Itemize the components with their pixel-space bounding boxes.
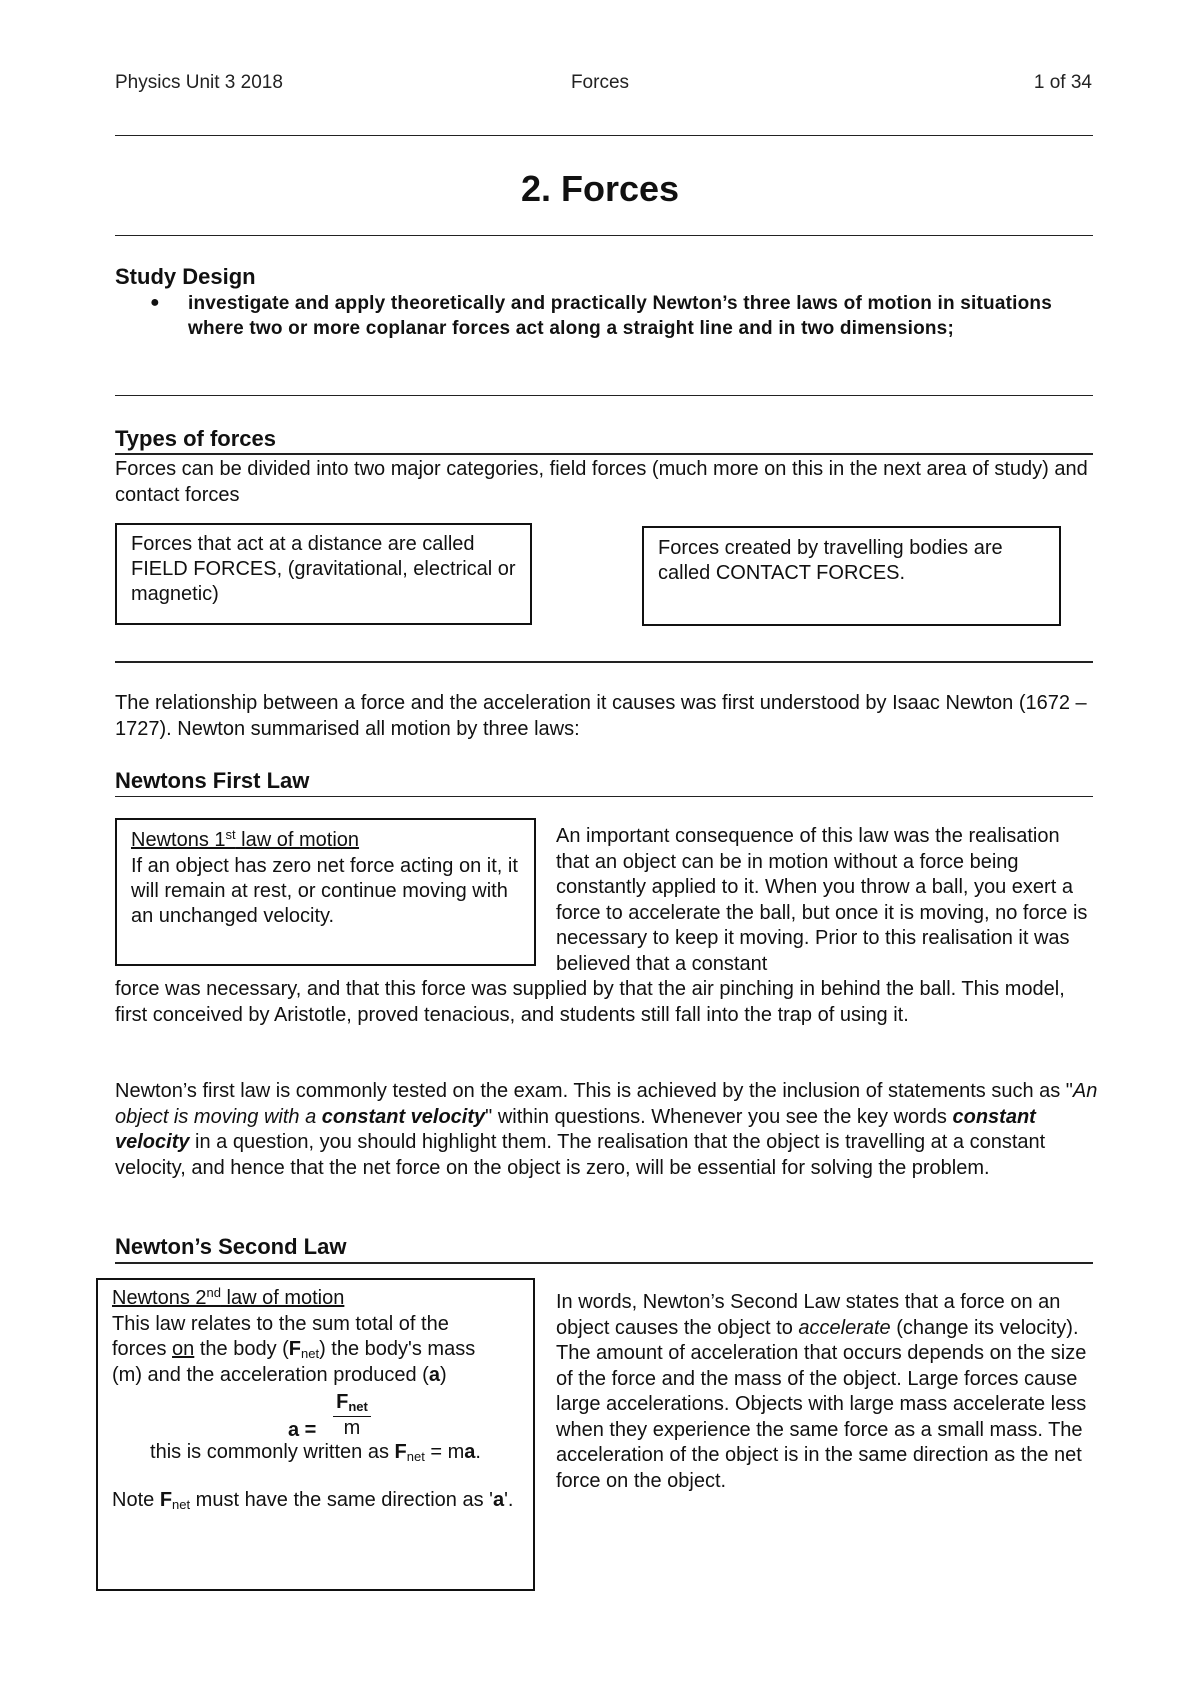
page-number: 1 of 34 [1033, 72, 1092, 93]
common-form: this is commonly written as Fnet = ma. [150, 1441, 481, 1464]
divider [115, 135, 1093, 136]
header-left: Physics Unit 3 2018 [115, 72, 283, 93]
heading-underline [115, 1262, 1093, 1264]
divider [115, 661, 1093, 663]
first-law-box [115, 818, 536, 966]
first-law-box-title: Newtons 1st law of motion [131, 827, 360, 851]
divider [115, 395, 1093, 396]
second-law-line-3: (m) and the acceleration produced (a) [112, 1364, 447, 1386]
second-law-box [96, 1278, 535, 1591]
first-law-statement: If an object has zero net force acting on it, it will remain at rest, or continue moving with an unchanged velocity. [131, 855, 518, 927]
types-heading: Types of forces [115, 426, 276, 451]
types-intro: Forces can be divided into two major categories, field forces (much more on this in the next area of study) and contact forces [115, 458, 1088, 506]
direction-note: Note Fnet must have the same direction as 'a'. [112, 1489, 514, 1512]
second-law-heading: Newton’s Second Law [115, 1234, 347, 1259]
first-law-heading: Newtons First Law [115, 768, 310, 793]
exam-paragraph: Newton’s first law is commonly tested on the exam. This is achieved by the inclusion of statements such as "An object is moving with a constant velocity" within questions. Whenever you see the key words constant velocity in a question, you should highlight them. The realisation that the object is travelling at a constant velocity, and hence that the net force on the object is zero, will be essential for solving the problem. [115, 1080, 1098, 1179]
second-law-side-text: In words, Newton’s Second Law states that a force on an object causes the object to accelerate (change its velocity). The amount of acceleration that occurs depends on the size of the force and the mass of the object. Large forces cause large accelerations. Objects with large mass accelerate less when they experience the same force as a small mass. The acceleration of the object is in the same direction as the net force on the object. [556, 1291, 1087, 1492]
formula [112, 1388, 519, 1440]
second-law-box-title: Newtons 2nd law of motion [112, 1285, 345, 1309]
field-forces-box [115, 523, 532, 625]
relationship-paragraph: The relationship between a force and the acceleration it causes was first understood by Isaac Newton (1672 – 1727). Newton summarised all motion by three laws: [115, 692, 1087, 740]
field-forces-text: Forces that act at a distance are called FIELD FORCES, (gravitational, electrical or magnetic) [131, 533, 516, 605]
first-law-continued-text: force was necessary, and that this force was supplied by that the air pinching in behind the ball. This model, first conceived by Aristotle, proved tenacious, and students still fall into the trap of using it. [115, 978, 1065, 1026]
heading-underline [115, 796, 1093, 797]
page-title: 2. Forces [520, 168, 680, 209]
contact-forces-box [642, 526, 1061, 626]
study-design-heading: Study Design [115, 264, 256, 289]
formula-denominator: m [343, 1417, 361, 1439]
second-law-line-2: forces on the body (Fnet) the body's mass [112, 1338, 476, 1361]
heading-underline [115, 453, 1093, 455]
study-design-bullet: investigate and apply theoretically and practically Newton’s three laws of motion in situations where two or more coplanar forces act along a straight line and in two dimensions; [188, 293, 1052, 339]
divider [115, 235, 1093, 236]
first-law-side-text: An important consequence of this law was the realisation that an object can be in motion without a force being constantly applied to it. When you throw a ball, you exert a force to accelerate the ball, but once it is moving, no force is necessary to keep it moving. Prior to this realisation it was believed that a constant [556, 825, 1088, 975]
formula-numerator: Fnet [333, 1390, 371, 1417]
contact-forces-text: Forces created by travelling bodies are called CONTACT FORCES. [658, 537, 1003, 584]
bullet-icon: ● [150, 294, 160, 311]
second-law-line-1: This law relates to the sum total of the [112, 1313, 449, 1335]
header-center: Forces [570, 72, 630, 93]
formula-lhs: a = [288, 1419, 317, 1441]
